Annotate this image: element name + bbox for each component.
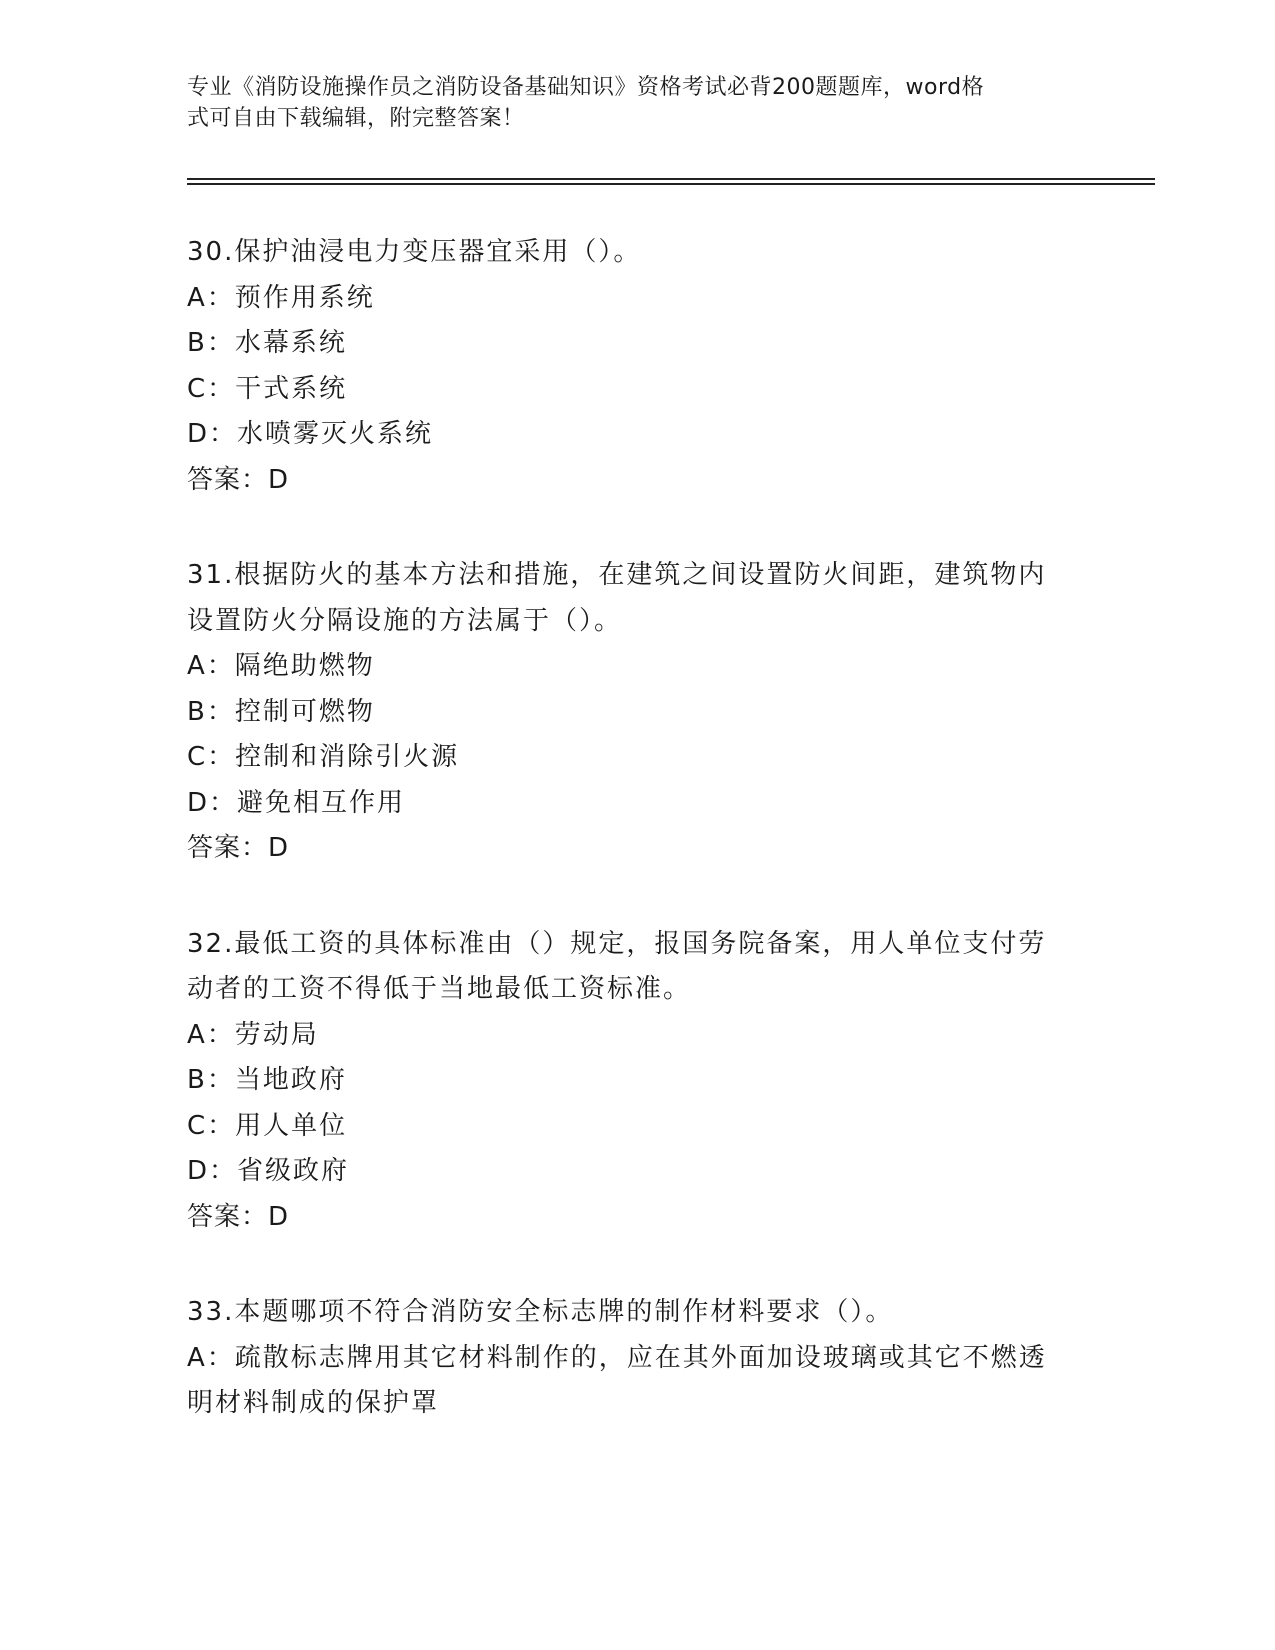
question-stem: 32.最低工资的具体标准由（）规定，报国务院备案，用人单位支付劳	[187, 928, 1047, 959]
question-32	[187, 922, 1087, 1241]
answer: 答案：D	[187, 464, 290, 495]
question-list	[187, 230, 1087, 1477]
answer: 答案：D	[187, 833, 290, 863]
header-divider-top	[187, 178, 1155, 180]
document-header	[187, 72, 1067, 134]
option-b: B：水幕系统	[187, 328, 347, 358]
option-a: A：劳动局	[187, 1019, 319, 1050]
question-31	[187, 553, 1087, 872]
header-divider-bottom	[187, 183, 1155, 185]
option-d: D：避免相互作用	[187, 787, 406, 818]
question-33	[187, 1290, 1087, 1427]
answer: 答案：D	[187, 1201, 290, 1232]
question-stem: 30.保护油浸电力变压器宜采用（）。	[187, 237, 642, 267]
option-c: C：用人单位	[187, 1110, 348, 1141]
question-stem: 33.本题哪项不符合消防安全标志牌的制作材料要求（）。	[187, 1297, 894, 1327]
option-b: B：当地政府	[187, 1065, 347, 1095]
option-b: B：控制可燃物	[187, 696, 375, 727]
header-line-2: 式可自由下载编辑，附完整答案！	[187, 106, 525, 131]
option-c: C：干式系统	[187, 373, 348, 404]
option-d: D：水喷雾灭火系统	[187, 419, 434, 449]
option-d: D：省级政府	[187, 1156, 350, 1186]
option-a: A：隔绝助燃物	[187, 651, 375, 681]
header-line-1: 专业《消防设施操作员之消防设备基础知识》资格考试必背200题题库，word格	[187, 75, 985, 100]
question-30	[187, 230, 1087, 503]
question-stem: 31.根据防火的基本方法和措施，在建筑之间设置防火间距，建筑物内	[187, 560, 1047, 590]
option-a: A：疏散标志牌用其它材料制作的，应在其外面加设玻璃或其它不燃透	[187, 1342, 1047, 1373]
question-stem-continued: 设置防火分隔设施的方法属于（）。	[187, 605, 623, 636]
option-a: A：预作用系统	[187, 282, 375, 313]
option-c: C：控制和消除引火源	[187, 742, 460, 772]
option-a-continued: 明材料制成的保护罩	[187, 1388, 440, 1418]
question-stem-continued: 动者的工资不得低于当地最低工资标准。	[187, 974, 692, 1004]
